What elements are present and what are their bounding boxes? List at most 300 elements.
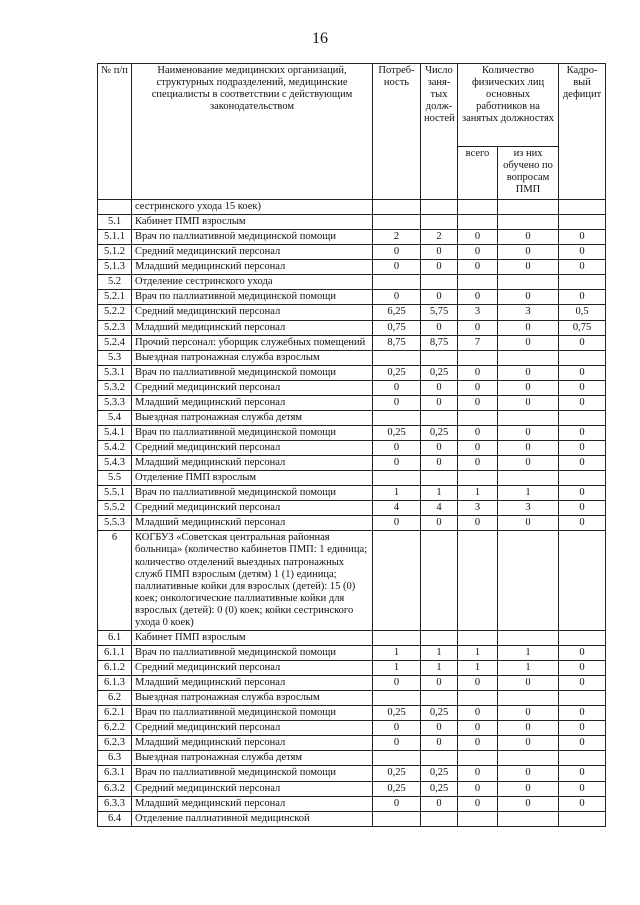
cell-count: 1 xyxy=(421,645,458,660)
row-number: 6.2 xyxy=(98,691,132,706)
row-name: Средний медицинский персонал xyxy=(132,501,373,516)
header-num: № п/п xyxy=(98,64,132,200)
cell-count xyxy=(421,410,458,425)
cell-need: 0 xyxy=(373,245,421,260)
table-row xyxy=(98,335,606,350)
row-number: 5.5.1 xyxy=(98,486,132,501)
row-number: 5.1.1 xyxy=(98,230,132,245)
row-number: 5.4.1 xyxy=(98,425,132,440)
row-name: Выездная патронажная служба детям xyxy=(132,410,373,425)
row-number: 5.4 xyxy=(98,410,132,425)
row-name: Средний медицинский персонал xyxy=(132,441,373,456)
cell-count xyxy=(421,215,458,230)
cell-total: 0 xyxy=(458,706,498,721)
table-row xyxy=(98,305,606,320)
cell-total: 0 xyxy=(458,245,498,260)
row-name: Младший медицинский персонал xyxy=(132,736,373,751)
row-number: 5.5.2 xyxy=(98,501,132,516)
table-row xyxy=(98,501,606,516)
cell-count: 0 xyxy=(421,380,458,395)
cell-deficit xyxy=(559,350,606,365)
staffing-table xyxy=(97,63,606,827)
cell-deficit: 0 xyxy=(559,661,606,676)
cell-trained: 0 xyxy=(498,425,559,440)
cell-count xyxy=(421,811,458,826)
cell-total xyxy=(458,531,498,631)
cell-deficit: 0 xyxy=(559,766,606,781)
cell-deficit: 0 xyxy=(559,245,606,260)
table-header xyxy=(98,64,606,200)
cell-need: 0 xyxy=(373,380,421,395)
cell-total xyxy=(458,630,498,645)
cell-deficit xyxy=(559,215,606,230)
cell-trained: 1 xyxy=(498,661,559,676)
page-number: 16 xyxy=(312,30,328,47)
cell-deficit: 0 xyxy=(559,781,606,796)
cell-count xyxy=(421,630,458,645)
cell-need: 0 xyxy=(373,676,421,691)
row-number: 5.1 xyxy=(98,215,132,230)
header-name: Наименование медицинских организаций, структурных подразделений, медицинские специалисты в соответствии с действующим законодательством xyxy=(132,64,373,200)
row-name: Врач по паллиативной медицинской помощи xyxy=(132,425,373,440)
row-number: 6.2.3 xyxy=(98,736,132,751)
cell-trained: 1 xyxy=(498,486,559,501)
cell-need: 0,25 xyxy=(373,766,421,781)
row-name: Младший медицинский персонал xyxy=(132,676,373,691)
cell-trained: 3 xyxy=(498,305,559,320)
cell-count xyxy=(421,200,458,215)
row-name: Средний медицинский персонал xyxy=(132,661,373,676)
cell-need xyxy=(373,200,421,215)
cell-trained: 1 xyxy=(498,645,559,660)
header-deficit: Кадро-вый дефицит xyxy=(559,64,606,200)
row-number: 6.1.3 xyxy=(98,676,132,691)
cell-total: 0 xyxy=(458,781,498,796)
table-row xyxy=(98,676,606,691)
cell-deficit: 0 xyxy=(559,260,606,275)
cell-deficit: 0 xyxy=(559,395,606,410)
header-trained: из них обучено по вопросам ПМП xyxy=(498,147,559,200)
cell-count: 0 xyxy=(421,320,458,335)
cell-trained: 0 xyxy=(498,516,559,531)
cell-count: 0,25 xyxy=(421,781,458,796)
cell-count: 0 xyxy=(421,796,458,811)
cell-need xyxy=(373,630,421,645)
row-number: 5.3.3 xyxy=(98,395,132,410)
cell-count: 1 xyxy=(421,486,458,501)
cell-deficit: 0 xyxy=(559,380,606,395)
cell-count: 0 xyxy=(421,395,458,410)
table-row xyxy=(98,796,606,811)
cell-need xyxy=(373,531,421,631)
cell-trained: 0 xyxy=(498,736,559,751)
cell-count: 0,25 xyxy=(421,766,458,781)
cell-total: 0 xyxy=(458,736,498,751)
table-row xyxy=(98,645,606,660)
cell-trained xyxy=(498,350,559,365)
cell-deficit: 0 xyxy=(559,516,606,531)
cell-total: 0 xyxy=(458,380,498,395)
cell-need xyxy=(373,811,421,826)
cell-trained: 0 xyxy=(498,245,559,260)
cell-deficit: 0 xyxy=(559,645,606,660)
row-number: 5.2.3 xyxy=(98,320,132,335)
cell-need: 1 xyxy=(373,645,421,660)
cell-need xyxy=(373,751,421,766)
table-row xyxy=(98,215,606,230)
table-row xyxy=(98,766,606,781)
row-number: 5.5 xyxy=(98,471,132,486)
row-number: 5.3.1 xyxy=(98,365,132,380)
cell-total: 1 xyxy=(458,486,498,501)
cell-total xyxy=(458,215,498,230)
row-number: 5.2.2 xyxy=(98,305,132,320)
cell-need: 1 xyxy=(373,486,421,501)
cell-deficit: 0 xyxy=(559,721,606,736)
cell-need: 0,75 xyxy=(373,320,421,335)
cell-total xyxy=(458,471,498,486)
cell-count: 2 xyxy=(421,230,458,245)
cell-trained: 0 xyxy=(498,721,559,736)
cell-need: 0 xyxy=(373,260,421,275)
cell-need: 0 xyxy=(373,290,421,305)
row-number: 6.4 xyxy=(98,811,132,826)
row-number: 5.3 xyxy=(98,350,132,365)
table-row xyxy=(98,456,606,471)
cell-count: 5,75 xyxy=(421,305,458,320)
table-row xyxy=(98,200,606,215)
row-number: 5.4.2 xyxy=(98,441,132,456)
table-row xyxy=(98,630,606,645)
cell-deficit xyxy=(559,275,606,290)
table-row xyxy=(98,365,606,380)
cell-need: 0,25 xyxy=(373,425,421,440)
cell-total: 0 xyxy=(458,676,498,691)
cell-need: 0,25 xyxy=(373,706,421,721)
cell-total: 7 xyxy=(458,335,498,350)
table-body xyxy=(98,200,606,827)
cell-count: 1 xyxy=(421,661,458,676)
table-row xyxy=(98,471,606,486)
row-name: Кабинет ПМП взрослым xyxy=(132,215,373,230)
cell-total: 0 xyxy=(458,766,498,781)
row-number: 6.3.3 xyxy=(98,796,132,811)
cell-deficit: 0 xyxy=(559,230,606,245)
cell-count xyxy=(421,531,458,631)
cell-deficit: 0 xyxy=(559,425,606,440)
cell-trained xyxy=(498,215,559,230)
row-number: 5.1.3 xyxy=(98,260,132,275)
row-name: Врач по паллиативной медицинской помощи xyxy=(132,290,373,305)
table-row xyxy=(98,425,606,440)
table-row xyxy=(98,531,606,631)
cell-deficit xyxy=(559,531,606,631)
row-number: 6 xyxy=(98,531,132,631)
cell-need xyxy=(373,350,421,365)
cell-count xyxy=(421,471,458,486)
cell-trained: 0 xyxy=(498,766,559,781)
cell-total: 0 xyxy=(458,721,498,736)
row-number: 5.2.1 xyxy=(98,290,132,305)
row-name: Отделение ПМП взрослым xyxy=(132,471,373,486)
cell-total xyxy=(458,200,498,215)
cell-trained: 0 xyxy=(498,320,559,335)
row-name: Врач по паллиативной медицинской помощи xyxy=(132,230,373,245)
cell-deficit: 0 xyxy=(559,335,606,350)
cell-total: 3 xyxy=(458,305,498,320)
row-number xyxy=(98,200,132,215)
cell-trained: 0 xyxy=(498,380,559,395)
row-name: Младший медицинский персонал xyxy=(132,260,373,275)
cell-count: 0 xyxy=(421,290,458,305)
cell-deficit: 0 xyxy=(559,365,606,380)
cell-deficit: 0,75 xyxy=(559,320,606,335)
row-name: Средний медицинский персонал xyxy=(132,781,373,796)
cell-need: 0 xyxy=(373,441,421,456)
row-name: Отделение сестринского ухода xyxy=(132,275,373,290)
cell-count xyxy=(421,751,458,766)
cell-need xyxy=(373,410,421,425)
cell-trained xyxy=(498,630,559,645)
cell-deficit: 0 xyxy=(559,796,606,811)
cell-count xyxy=(421,691,458,706)
table-row xyxy=(98,691,606,706)
row-name: Кабинет ПМП взрослым xyxy=(132,630,373,645)
cell-deficit: 0 xyxy=(559,290,606,305)
cell-need xyxy=(373,275,421,290)
cell-count xyxy=(421,350,458,365)
cell-total: 3 xyxy=(458,501,498,516)
table-row xyxy=(98,290,606,305)
header-need: Потреб-ность xyxy=(373,64,421,200)
cell-total xyxy=(458,751,498,766)
table-row xyxy=(98,395,606,410)
table-row xyxy=(98,245,606,260)
cell-trained: 0 xyxy=(498,456,559,471)
cell-need: 0 xyxy=(373,395,421,410)
table-row xyxy=(98,661,606,676)
cell-count: 0 xyxy=(421,456,458,471)
header-total: всего xyxy=(458,147,498,200)
cell-need xyxy=(373,215,421,230)
row-name: Младший медицинский персонал xyxy=(132,796,373,811)
header-count: Число заня-тых долж-ностей xyxy=(421,64,458,200)
table-row xyxy=(98,260,606,275)
cell-trained: 0 xyxy=(498,260,559,275)
cell-total xyxy=(458,350,498,365)
row-name: Врач по паллиативной медицинской помощи xyxy=(132,766,373,781)
cell-deficit xyxy=(559,471,606,486)
row-number: 5.5.3 xyxy=(98,516,132,531)
cell-count: 0 xyxy=(421,245,458,260)
cell-need: 8,75 xyxy=(373,335,421,350)
cell-deficit: 0 xyxy=(559,676,606,691)
cell-need: 0,25 xyxy=(373,781,421,796)
table-row xyxy=(98,320,606,335)
table-row xyxy=(98,486,606,501)
cell-total: 0 xyxy=(458,260,498,275)
table-row xyxy=(98,350,606,365)
table-row xyxy=(98,380,606,395)
cell-deficit: 0 xyxy=(559,706,606,721)
cell-deficit xyxy=(559,751,606,766)
cell-need: 2 xyxy=(373,230,421,245)
row-name: Младший медицинский персонал xyxy=(132,395,373,410)
cell-total: 0 xyxy=(458,796,498,811)
cell-total: 0 xyxy=(458,290,498,305)
row-name: Врач по паллиативной медицинской помощи xyxy=(132,365,373,380)
cell-need: 0 xyxy=(373,456,421,471)
row-name: Младший медицинский персонал xyxy=(132,456,373,471)
header-physical: Количество физических лиц основных работников на занятых должностях xyxy=(458,64,559,147)
cell-trained xyxy=(498,751,559,766)
cell-total: 0 xyxy=(458,425,498,440)
row-name: Выездная патронажная служба взрослым xyxy=(132,350,373,365)
row-number: 6.3 xyxy=(98,751,132,766)
cell-deficit xyxy=(559,691,606,706)
cell-need xyxy=(373,691,421,706)
cell-trained: 0 xyxy=(498,441,559,456)
cell-trained: 0 xyxy=(498,230,559,245)
cell-need: 1 xyxy=(373,661,421,676)
table-row xyxy=(98,516,606,531)
cell-total: 0 xyxy=(458,395,498,410)
table-row xyxy=(98,230,606,245)
cell-deficit xyxy=(559,200,606,215)
row-name: Врач по паллиативной медицинской помощи xyxy=(132,645,373,660)
cell-count: 0 xyxy=(421,736,458,751)
cell-count: 0 xyxy=(421,516,458,531)
cell-trained: 0 xyxy=(498,290,559,305)
cell-trained: 0 xyxy=(498,796,559,811)
table-row xyxy=(98,721,606,736)
cell-count: 4 xyxy=(421,501,458,516)
cell-trained xyxy=(498,531,559,631)
table-row xyxy=(98,751,606,766)
row-number: 6.1.1 xyxy=(98,645,132,660)
cell-deficit: 0 xyxy=(559,736,606,751)
table-row xyxy=(98,706,606,721)
row-number: 5.1.2 xyxy=(98,245,132,260)
cell-trained: 0 xyxy=(498,335,559,350)
cell-count: 0 xyxy=(421,441,458,456)
cell-deficit xyxy=(559,630,606,645)
table-row xyxy=(98,781,606,796)
cell-count: 0,25 xyxy=(421,706,458,721)
cell-total: 0 xyxy=(458,441,498,456)
cell-deficit: 0,5 xyxy=(559,305,606,320)
cell-total: 0 xyxy=(458,456,498,471)
table-row xyxy=(98,441,606,456)
cell-need: 0 xyxy=(373,796,421,811)
row-name: Средний медицинский персонал xyxy=(132,380,373,395)
cell-need: 0 xyxy=(373,736,421,751)
cell-count: 8,75 xyxy=(421,335,458,350)
row-name: Отделение паллиативной медицинской xyxy=(132,811,373,826)
cell-trained xyxy=(498,200,559,215)
cell-total xyxy=(458,811,498,826)
cell-trained: 0 xyxy=(498,365,559,380)
cell-count: 0,25 xyxy=(421,425,458,440)
table-row xyxy=(98,410,606,425)
cell-need xyxy=(373,471,421,486)
row-number: 6.2.1 xyxy=(98,706,132,721)
cell-trained: 0 xyxy=(498,706,559,721)
row-name: Врач по паллиативной медицинской помощи xyxy=(132,486,373,501)
cell-trained xyxy=(498,811,559,826)
row-name: Врач по паллиативной медицинской помощи xyxy=(132,706,373,721)
cell-need: 4 xyxy=(373,501,421,516)
row-name: Младший медицинский персонал xyxy=(132,320,373,335)
cell-need: 6,25 xyxy=(373,305,421,320)
cell-count: 0,25 xyxy=(421,365,458,380)
cell-trained: 0 xyxy=(498,395,559,410)
row-number: 6.2.2 xyxy=(98,721,132,736)
cell-total: 0 xyxy=(458,365,498,380)
row-number: 6.1.2 xyxy=(98,661,132,676)
cell-total: 1 xyxy=(458,645,498,660)
cell-total: 1 xyxy=(458,661,498,676)
cell-count: 0 xyxy=(421,260,458,275)
row-number: 6.1 xyxy=(98,630,132,645)
row-name: Младший медицинский персонал xyxy=(132,516,373,531)
row-number: 6.3.2 xyxy=(98,781,132,796)
cell-trained xyxy=(498,410,559,425)
cell-trained: 0 xyxy=(498,676,559,691)
cell-deficit: 0 xyxy=(559,456,606,471)
cell-total xyxy=(458,410,498,425)
cell-total: 0 xyxy=(458,516,498,531)
cell-trained xyxy=(498,471,559,486)
cell-count: 0 xyxy=(421,676,458,691)
table-row xyxy=(98,811,606,826)
cell-deficit xyxy=(559,410,606,425)
cell-deficit: 0 xyxy=(559,501,606,516)
table-row xyxy=(98,275,606,290)
cell-total: 0 xyxy=(458,230,498,245)
row-name: Средний медицинский персонал xyxy=(132,721,373,736)
row-name: сестринского ухода 15 коек) xyxy=(132,200,373,215)
cell-deficit: 0 xyxy=(559,486,606,501)
cell-count xyxy=(421,275,458,290)
cell-total xyxy=(458,275,498,290)
row-number: 5.4.3 xyxy=(98,456,132,471)
row-number: 5.2 xyxy=(98,275,132,290)
cell-total: 0 xyxy=(458,320,498,335)
row-name: Средний медицинский персонал xyxy=(132,245,373,260)
table-row xyxy=(98,736,606,751)
cell-total xyxy=(458,691,498,706)
row-name: Выездная патронажная служба детям xyxy=(132,751,373,766)
cell-need: 0 xyxy=(373,516,421,531)
cell-trained: 0 xyxy=(498,781,559,796)
row-number: 6.3.1 xyxy=(98,766,132,781)
cell-trained xyxy=(498,691,559,706)
row-name: Средний медицинский персонал xyxy=(132,305,373,320)
cell-deficit: 0 xyxy=(559,441,606,456)
cell-trained: 3 xyxy=(498,501,559,516)
cell-need: 0 xyxy=(373,721,421,736)
row-name: Выездная патронажная служба взрослым xyxy=(132,691,373,706)
row-number: 5.2.4 xyxy=(98,335,132,350)
row-name: КОГБУЗ «Советская центральная районная больница» (количество кабинетов ПМП: 1 единица; количество отделений выездных патронажных служб ПМП взрослым (детям) 1 (1) единица; паллиативные койки для взрослых (детей): 15 (0) коек; онкологические паллиативные койки для взрослых (детей): 0 (0) коек; койки сестринского ухода 0 коек) xyxy=(132,531,373,631)
row-number: 5.3.2 xyxy=(98,380,132,395)
cell-trained xyxy=(498,275,559,290)
cell-need: 0,25 xyxy=(373,365,421,380)
cell-count: 0 xyxy=(421,721,458,736)
cell-deficit xyxy=(559,811,606,826)
row-name: Прочий персонал: уборщик служебных помещений xyxy=(132,335,373,350)
